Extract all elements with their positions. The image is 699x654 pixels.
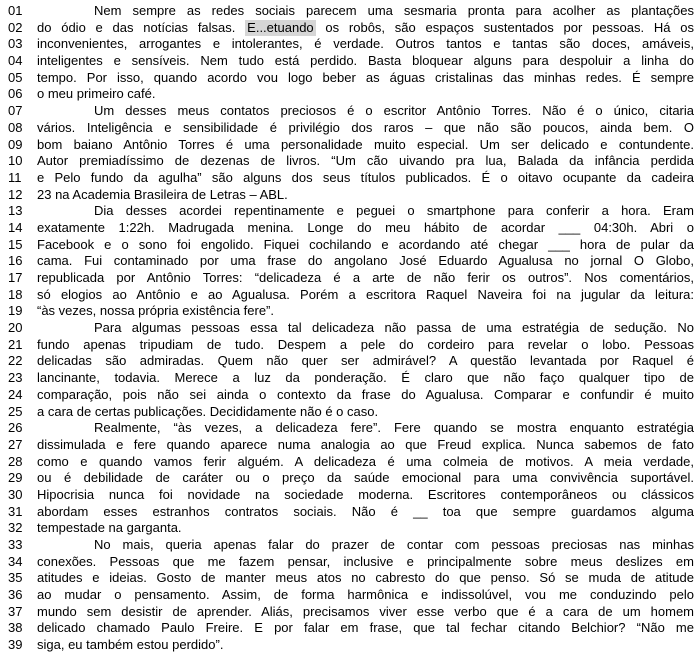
text-line	[8, 220, 694, 237]
line-text: delicado chamado Paulo Freire. E por falar em frase, que tal fechar citando Belchior? “Não me	[37, 620, 694, 636]
text-line	[8, 554, 694, 571]
text-line	[8, 587, 694, 604]
line-number: 35	[8, 570, 23, 586]
line-number: 08	[8, 119, 23, 135]
text-line	[8, 120, 694, 137]
text-line	[8, 353, 694, 370]
line-text: mundo sem desistir de aprender. Aliás, precisamos viver esse verbo que é a cara de um homem	[37, 603, 694, 619]
text-line	[8, 537, 694, 554]
text-line	[8, 337, 694, 354]
line-text: bom baiano Antônio Torres é uma personalidade muito especial. Um ser delicado e contundente.	[37, 136, 694, 152]
line-text: e Pelo fundo da agulha” são alguns dos seus títulos publicados. É o oitavo ocupante da cadeira	[37, 169, 694, 185]
line-text: atitudes e ideias. Gosto de manter meus atos no cabresto do que penso. Só se muda de atitude	[37, 570, 694, 586]
line-number: 39	[8, 637, 23, 653]
line-text: Dia desses acordei repentinamente e peguei o smartphone para conferir a hora. Eram	[94, 203, 694, 219]
line-number: 20	[8, 320, 23, 336]
line-text: só elogios ao Antônio e ao Agualusa. Porém a escritora Raquel Naveira foi na jugular da leitura:	[37, 286, 694, 302]
text-segment: do ódio e das notícias falsas.	[37, 19, 246, 35]
line-number: 19	[8, 303, 23, 319]
line-number: 12	[8, 186, 23, 202]
line-text: abordam esses estranhos contratos sociais. Não é __ toa que sempre guardamos alguma	[37, 503, 694, 519]
line-number: 27	[8, 436, 23, 452]
line-text: “às vezes, nossa própria existência fere”.	[37, 303, 274, 319]
line-number: 15	[8, 236, 23, 252]
line-number: 13	[8, 203, 23, 219]
text-line	[8, 187, 694, 204]
line-text: Autor premiadíssimo de dezenas de livros. “Um cão uivando pra lua, Balada da infância perdida	[37, 153, 694, 169]
line-number: 23	[8, 370, 23, 386]
text-line	[8, 387, 694, 404]
highlighted-text: E...etuando	[247, 19, 314, 35]
line-text: fundo apenas tripudiam de tudo. Despem a pele do cordeiro para revelar o lobo. Pessoas	[37, 336, 694, 352]
line-text: a cara de certas publicações. Decididamente não é o caso.	[37, 403, 379, 419]
text-segment: os robôs, são espaços sustentados por pessoas. Há os	[315, 19, 694, 35]
line-text: Um desses meus contatos preciosos é o escritor Antônio Torres. Não é o único, citaria	[94, 103, 694, 119]
line-text: ao mudar o pensamento. Assim, de forma harmônica e indissolúvel, vou me conduzindo pelo	[37, 587, 694, 603]
line-number: 03	[8, 36, 23, 52]
line-text: inconvenientes, arrogantes e intolerantes, é verdade. Outros tantos e tantas são doces, amáveis,	[37, 36, 694, 52]
line-text: 23 na Academia Brasileira de Letras – ABL.	[37, 186, 288, 202]
line-text: exatamente 1:22h. Madrugada menina. Longe do meu hábito de acordar ___ 04:30h. Abri o	[37, 219, 694, 235]
line-number: 32	[8, 520, 23, 536]
line-number: 25	[8, 403, 23, 419]
line-number: 06	[8, 86, 23, 102]
line-text: conexões. Pessoas que me fazem pensar, inclusive e principalmente sobre meus deslizes em	[37, 553, 694, 569]
line-number: 38	[8, 620, 23, 636]
line-text: lancinante, todavia. Merece a luz da ponderação. É claro que não faço qualquer tipo de	[37, 370, 694, 386]
text-line	[8, 287, 694, 304]
text-line	[8, 520, 694, 537]
line-number: 26	[8, 420, 23, 436]
line-text: cama. Fui contaminado por uma frase do angolano José Eduardo Agualusa no jornal O Globo,	[37, 253, 694, 269]
line-text: Hipocrisia nunca foi novidade na sociedade moderna. Escritores contemporâneos ou clássicos	[37, 486, 694, 502]
text-line	[8, 370, 694, 387]
line-text: republicada por Antônio Torres: “delicadeza é a arte de não ferir os outros”. Nos comentários,	[37, 270, 694, 285]
text-line	[8, 3, 694, 20]
line-number: 33	[8, 537, 23, 552]
line-text: dissimulada e fere quando aparece numa analogia ao que Freud explica. Nunca sabemos de fato	[37, 436, 694, 452]
line-text: siga, eu também estou perdido”.	[37, 637, 224, 653]
text-line	[8, 70, 694, 87]
line-text: ou é debilidade de caráter ou o preço da saúde emocional para uma convivência suportável.	[37, 470, 694, 486]
line-text: inteligentes e sensíveis. Nem tudo está perdido. Basta bloquear alguns para despoluir a linha do	[37, 53, 694, 69]
line-number: 14	[8, 219, 23, 235]
line-number: 36	[8, 587, 23, 603]
text-line	[8, 454, 694, 471]
line-number: 01	[8, 3, 23, 18]
text-line	[8, 53, 694, 70]
text-line	[8, 320, 694, 337]
line-text: tempestade na garganta.	[37, 520, 182, 536]
line-number: 11	[8, 169, 22, 185]
text-line	[8, 470, 694, 487]
line-text: No mais, queria apenas falar do prazer de contar com pessoas preciosas nas minhas	[94, 537, 694, 552]
line-text: Nem sempre as redes sociais parecem uma sesmaria pronta para acolher as plantações	[94, 3, 694, 18]
line-text: delicadas são admiradas. Quem não quer ser admirável? A questão levantada por Raquel é	[37, 353, 694, 369]
line-number: 17	[8, 270, 23, 285]
line-text: Realmente, “às vezes, a delicadeza fere”. Fere quando se mostra enquanto estratégia	[94, 420, 694, 436]
text-line	[8, 20, 694, 37]
text-line	[8, 103, 694, 120]
text-line	[8, 253, 694, 270]
line-number: 05	[8, 69, 23, 85]
text-line	[8, 637, 694, 654]
line-number: 04	[8, 53, 23, 69]
line-number: 37	[8, 603, 23, 619]
line-number: 24	[8, 386, 23, 402]
text-line	[8, 203, 694, 220]
text-line	[8, 170, 694, 187]
text-line	[8, 620, 694, 637]
line-number: 18	[8, 286, 23, 302]
text-line	[8, 303, 694, 320]
text-line	[8, 237, 694, 254]
line-text	[37, 20, 694, 37]
line-number: 07	[8, 103, 23, 119]
line-text: Para algumas pessoas essa tal delicadeza não passa de uma estratégia de sedução. No	[94, 320, 694, 336]
text-line	[8, 270, 694, 287]
text-line	[8, 604, 694, 621]
text-line	[8, 137, 694, 154]
text-line	[8, 86, 694, 103]
text-line	[8, 487, 694, 504]
line-text: tempo. Por isso, quando acordo vou logo beber as águas cristalinas das minhas redes. É sempre	[37, 69, 694, 85]
line-number: 21	[8, 336, 23, 352]
line-text: como e quando vamos ferir alguém. A delicadeza é uma colmeia de motivos. A meia verdade,	[37, 453, 694, 469]
text-line	[8, 570, 694, 587]
line-text: Facebook e o sono foi engolido. Fiquei cochilando e acordando até chegar ___ hora de pular da	[37, 236, 694, 252]
text-line	[8, 404, 694, 421]
line-number: 09	[8, 136, 23, 152]
line-text: vários. Inteligência e sensibilidade é privilégio dos raros – que não são poucos, ainda bem. O	[37, 119, 694, 135]
text-line	[8, 437, 694, 454]
line-number: 10	[8, 153, 23, 169]
line-number: 16	[8, 253, 23, 269]
line-number: 30	[8, 486, 23, 502]
line-number: 29	[8, 470, 23, 486]
text-line	[8, 420, 694, 437]
line-number: 02	[8, 19, 23, 35]
line-number: 31	[8, 503, 23, 519]
text-line	[8, 36, 694, 53]
line-number: 22	[8, 353, 23, 369]
line-text: o meu primeiro café.	[37, 86, 156, 102]
text-line	[8, 504, 694, 521]
line-number: 28	[8, 453, 23, 469]
line-number: 34	[8, 553, 23, 569]
text-line	[8, 153, 694, 170]
line-text: comparação, pois não sei ainda o contexto da frase do Agualusa. Comparar e confundir é muito	[37, 386, 694, 402]
